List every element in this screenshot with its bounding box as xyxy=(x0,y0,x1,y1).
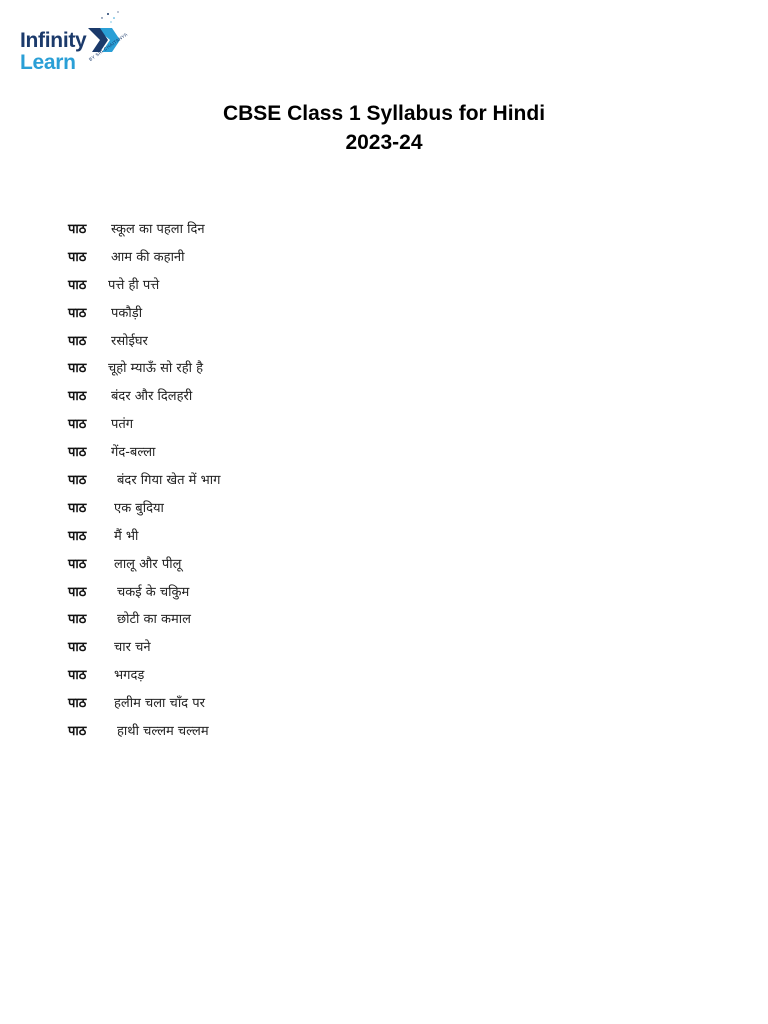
lesson-item xyxy=(68,409,220,437)
lesson-title: भगदड़ xyxy=(114,668,145,684)
lesson-item xyxy=(68,381,220,409)
lesson-item xyxy=(68,437,220,465)
lesson-title: आम की कहानी xyxy=(111,249,185,265)
lesson-item xyxy=(68,604,220,632)
lesson-label: पाठ xyxy=(68,640,87,656)
lesson-label: पाठ xyxy=(68,305,87,321)
lesson-item xyxy=(68,632,220,660)
lesson-label: पाठ xyxy=(68,500,87,516)
logo-text-learn: Learn xyxy=(20,51,76,74)
lesson-title: छोटी का कमाल xyxy=(117,612,191,628)
lesson-title: बंदर गिया खेत में भाग xyxy=(117,472,221,488)
lesson-label: पाठ xyxy=(68,472,87,488)
lesson-list xyxy=(68,214,220,744)
lesson-title: चार चने xyxy=(114,640,151,656)
lesson-label: पाठ xyxy=(68,584,87,600)
lesson-label: पाठ xyxy=(68,277,87,293)
lesson-item xyxy=(68,688,220,716)
lesson-item xyxy=(68,577,220,605)
logo-byline: BY SRI CHAITANYA xyxy=(88,31,129,63)
lesson-title: मैं भी xyxy=(114,528,139,544)
lesson-label: पाठ xyxy=(68,528,87,544)
lesson-label: पाठ xyxy=(68,333,87,349)
lesson-label: पाठ xyxy=(68,556,87,572)
lesson-title: पतंग xyxy=(111,417,134,433)
lesson-item xyxy=(68,716,220,744)
lesson-item xyxy=(68,242,220,270)
lesson-label: पाठ xyxy=(68,668,87,684)
document-year: 2023-24 xyxy=(345,131,423,154)
lesson-item xyxy=(68,214,220,242)
lesson-label: पाठ xyxy=(68,417,87,433)
lesson-item xyxy=(68,660,220,688)
lesson-label: पाठ xyxy=(68,221,87,237)
lesson-label: पाठ xyxy=(68,696,87,712)
lesson-title: रसोईघर xyxy=(111,333,148,349)
lesson-label: पाठ xyxy=(68,249,87,265)
lesson-title: चकई के चकिुम xyxy=(117,584,190,600)
lesson-title: पकौड़ी xyxy=(111,305,143,321)
lesson-item xyxy=(68,298,220,326)
lesson-title: हलीम चला चाँद पर xyxy=(114,696,205,712)
lesson-item xyxy=(68,549,220,577)
logo-text-infinity: Infinity xyxy=(20,29,87,52)
lesson-title: हाथी चल्लम चल्लम xyxy=(117,723,209,739)
lesson-title: लालू और पीलू xyxy=(114,556,182,572)
lesson-label: पाठ xyxy=(68,723,87,739)
infinity-learn-logo xyxy=(18,8,128,76)
lesson-item xyxy=(68,270,220,298)
lesson-label: पाठ xyxy=(68,389,87,405)
lesson-title: पत्ते ही पत्ते xyxy=(108,277,160,293)
lesson-item xyxy=(68,465,220,493)
document-title: CBSE Class 1 Syllabus for Hindi xyxy=(222,102,546,125)
lesson-item xyxy=(68,521,220,549)
lesson-title: स्कूल का पहला दिन xyxy=(111,221,205,237)
lesson-title: एक बुदिया xyxy=(114,500,164,516)
lesson-label: पाठ xyxy=(68,612,87,628)
lesson-item xyxy=(68,353,220,381)
lesson-title: चूहो म्याऊँ सो रही है xyxy=(108,361,204,377)
lesson-title: बंदर और दिलहरी xyxy=(111,389,193,405)
lesson-item xyxy=(68,326,220,354)
lesson-label: पाठ xyxy=(68,445,87,461)
lesson-label: पाठ xyxy=(68,361,87,377)
lesson-title: गेंद-बल्ला xyxy=(111,445,156,461)
lesson-item xyxy=(68,493,220,521)
